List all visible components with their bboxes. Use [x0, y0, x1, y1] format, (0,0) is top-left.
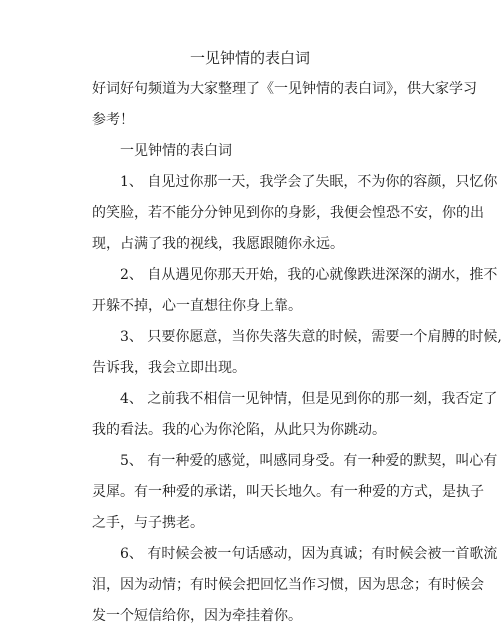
section-heading-text: 一见钟情的表白词	[120, 143, 232, 159]
intro-line: 好词好句频道为大家整理了《一见钟情的表白词》，供大家学习	[92, 81, 477, 97]
paragraph-line: 发一个短信给你，因为牵挂着你。	[92, 608, 302, 624]
paragraph-line: 2、 自从遇见你那天开始，我的心就像跌进深深的湖水，推不	[120, 267, 498, 283]
document-title: 一见钟情的表白词	[189, 49, 310, 67]
paragraph-line: 灵犀。有一种爱的承诺，叫天长地久。有一种爱的方式，是执子	[92, 484, 484, 500]
paragraph-line: 的笑脸，若不能分分钟见到你的身影，我便会惶恐不安，你的出	[92, 205, 484, 221]
paragraph-2	[92, 260, 498, 322]
intro-line: 参考！	[92, 112, 134, 128]
paragraph-line: 我的看法。我的心为你沦陷，从此只为你跳动。	[92, 422, 386, 438]
paragraph-line: 3、 只要你愿意，当你失落失意的时候，需要一个肩膊的时候,	[120, 329, 502, 345]
paragraph-3	[92, 322, 502, 384]
paragraph-line: 开躲不掉，心一直想往你身上靠。	[92, 298, 302, 314]
section-heading	[92, 136, 432, 167]
paragraph-line: 4、 之前我不相信一见钟情，但是见到你的那一刻，我否定了	[120, 391, 498, 407]
document-body	[92, 74, 502, 632]
paragraph-1	[92, 167, 498, 260]
paragraph-line: 1、 自见过你那一天，我学会了失眠，不为你的容颜，只忆你	[120, 174, 498, 190]
paragraph-line: 泪，因为动情；有时候会把回忆当作习惯，因为思念；有时候会	[92, 577, 484, 593]
paragraph-6	[92, 539, 498, 632]
paragraph-5	[92, 446, 498, 539]
paragraph-line: 6、 有时候会被一句话感动，因为真诚；有时候会被一首歌流	[120, 546, 498, 562]
paragraph-line: 之手，与子携老。	[92, 515, 204, 531]
paragraph-4	[92, 384, 498, 446]
paragraph-line: 现，占满了我的视线，我愿跟随你永远。	[92, 236, 344, 252]
intro-paragraph	[92, 74, 477, 136]
paragraph-line: 告诉我，我会立即出现。	[92, 360, 246, 376]
paragraph-line: 5、 有一种爱的感觉，叫感同身受。有一种爱的默契，叫心有	[120, 453, 498, 469]
